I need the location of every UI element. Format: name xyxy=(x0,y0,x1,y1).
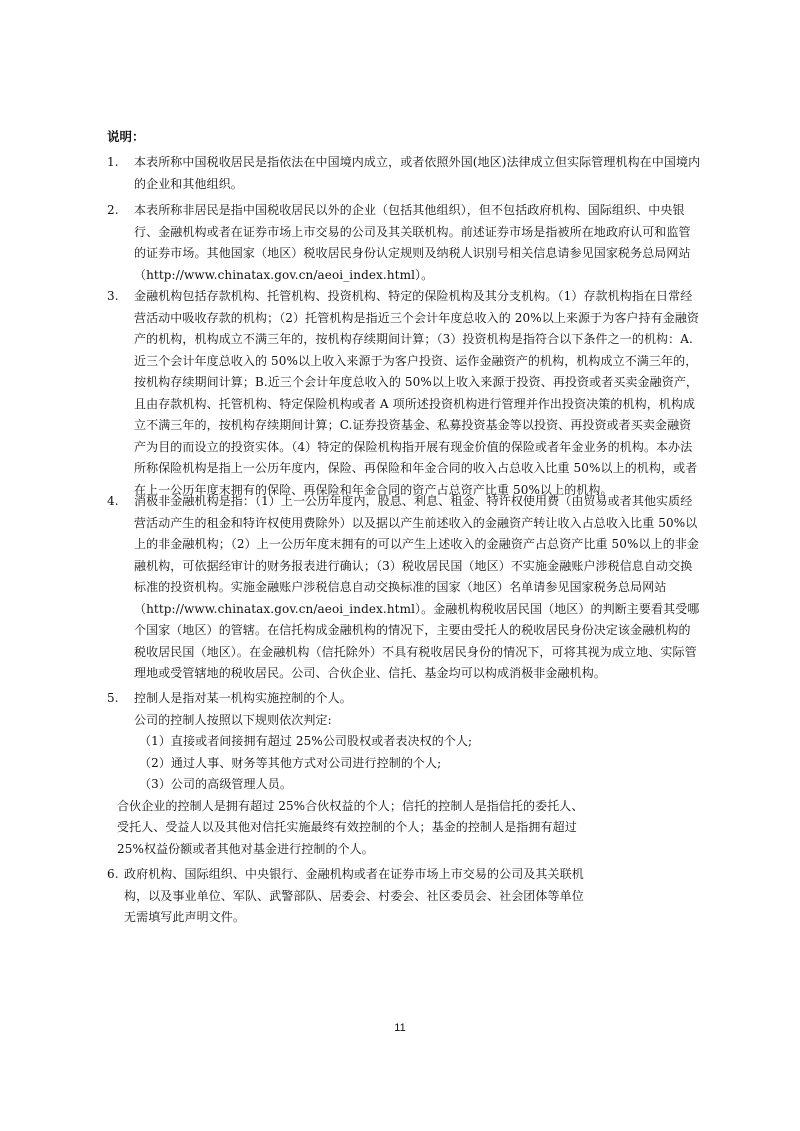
item-text: 消极非金融机构是指：（1）上一公历年度内，股息、利息、租金、特许权使用费（由贸易或者其他实质经营活动产生的租金和特许权使用费除外）以及据以产生前述收入的金融资产转让收入占总收入比重 50%以上的非金融机构；（2）上一公历年度末拥有的可以产生上述收入的金融资产占总资产比重 50%以上的非金融机构，可依据经审计的财务报表进行确认；（3）税收居民国（地区）不实施金融账户涉税信息自动交换标准的投资机构。实施金融账户涉税信息自动交换标准的国家（地区）名单请参见国家税务总局网站（http://www.chinatax.gov.cn/aeoi_index.html）。金融机构税收居民国（地区）的判断主要看其受哪个国家（地区）的管辖。在信托构成金融机构的情况下，主要由受托人的税收居民身份决定该金融机构的税收居民国（地区）。在金融机构（信托除外）不具有税收居民身份的情况下，可将其视为成立地、实际管理地或受管辖地的税收居民。公司、合伙企业、信托、基金均可以构成消极非金融机构。 xyxy=(134,494,700,680)
item-text: 控制人是指对某一机构实施控制的个人。 xyxy=(134,691,352,705)
item-text: 合伙企业的控制人是拥有超过 25%合伙权益的个人；信托的控制人是指信托的委托人、受托人、受益人以及其他对信托实施最终有效控制的个人；基金的控制人是指拥有超过 25%权益份额或者其他对基金进行控制的个人。 xyxy=(117,798,584,856)
item-text: （2）通过人事、财务等其他方式对公司进行控制的个人; xyxy=(139,755,442,770)
item-number: 2. xyxy=(107,203,119,217)
item-text: （1）直接或者间接拥有超过 25%公司股权或者表决权的个人; xyxy=(139,734,473,748)
list-item xyxy=(107,864,701,929)
item-number: 5. xyxy=(107,691,119,705)
item-text: 政府机构、国际组织、中央银行、金融机构或者在证券市场上市交易的公司及其关联机构，以及事业单位、军队、武警部队、居委会、村委会、社区委员会、社会团体等单位无需填写此声明文件。 xyxy=(124,867,584,924)
item-number: 1. xyxy=(107,155,119,169)
list-item xyxy=(107,491,701,683)
section-heading: 说明： xyxy=(107,129,145,144)
page-number: 11 xyxy=(394,1022,406,1034)
notes-list xyxy=(107,152,701,929)
list-item xyxy=(107,286,701,497)
list-item xyxy=(107,152,701,196)
item-text: （3）公司的高级管理人员。 xyxy=(139,777,292,791)
item-text: 本表所称非居民是指中国税收居民以外的企业（包括其他组织），但不包括政府机构、国际组织、中央银行、金融机构或者在证券市场上市交易的公司及其关联机构。前述证券市场是指被所在地政府认可和监管的证券市场。其他国家（地区）税收居民身份认定规则及纳税人识别号相关信息请参见国家税务总局网站（http://www.chinatax.gov.cn/aeoi_index.html）。 xyxy=(134,203,691,282)
list-item xyxy=(107,688,701,860)
item-text: 本表所称中国税收居民是指依法在中国境内成立，或者依照外国(地区)法律成立但实际管理机构在中国境内的企业和其他组织。 xyxy=(134,155,701,191)
item-text: 公司的控制人按照以下规则依次判定: xyxy=(134,712,332,727)
item-number: 6. xyxy=(107,867,119,881)
list-item xyxy=(107,200,701,282)
item-text: 金融机构包括存款机构、托管机构、投资机构、特定的保险机构及其分支机构。（1）存款机构指在日常经营活动中吸收存款的机构；（2）托管机构是指近三个会计年度总收入的 20%以上来源于为客户持有金融资产的机构，机构成立不满三年的，按机构存续期间计算；（3）投资机构是指符合以下条件之一的机构：A.近三个会计年度总收入的 50%以上收入来源于为客户投资、运作金融资产的机构，机构成立不满三年的，按机构存续期间计算；B.近三个会计年度总收入的 50%以上收入来源于投资、再投资或者买卖金融资产，且由存款机构、托管机构、特定保险机构或者 A 项所述投资机构进行管理并作出投资决策的机构，机构成立不满三年的，按机构存续期间计算；C.证券投资基金、私募投资基金等以投资、再投资或者买卖金融资产为目的而设立的投资实体。（4）特定的保险机构指开展有现金价值的保险或者年金业务的机构。本办法所称保险机构是指上一公历年度内，保险、再保险和年金合同的收入占总收入比重 50%以上的机构，或者在上一公历年度末拥有的保险、再保险和年金合同的资产占总资产比重 50%以上的机构。 xyxy=(134,289,700,497)
item-number: 4. xyxy=(107,494,119,508)
item-number: 3. xyxy=(107,289,119,303)
